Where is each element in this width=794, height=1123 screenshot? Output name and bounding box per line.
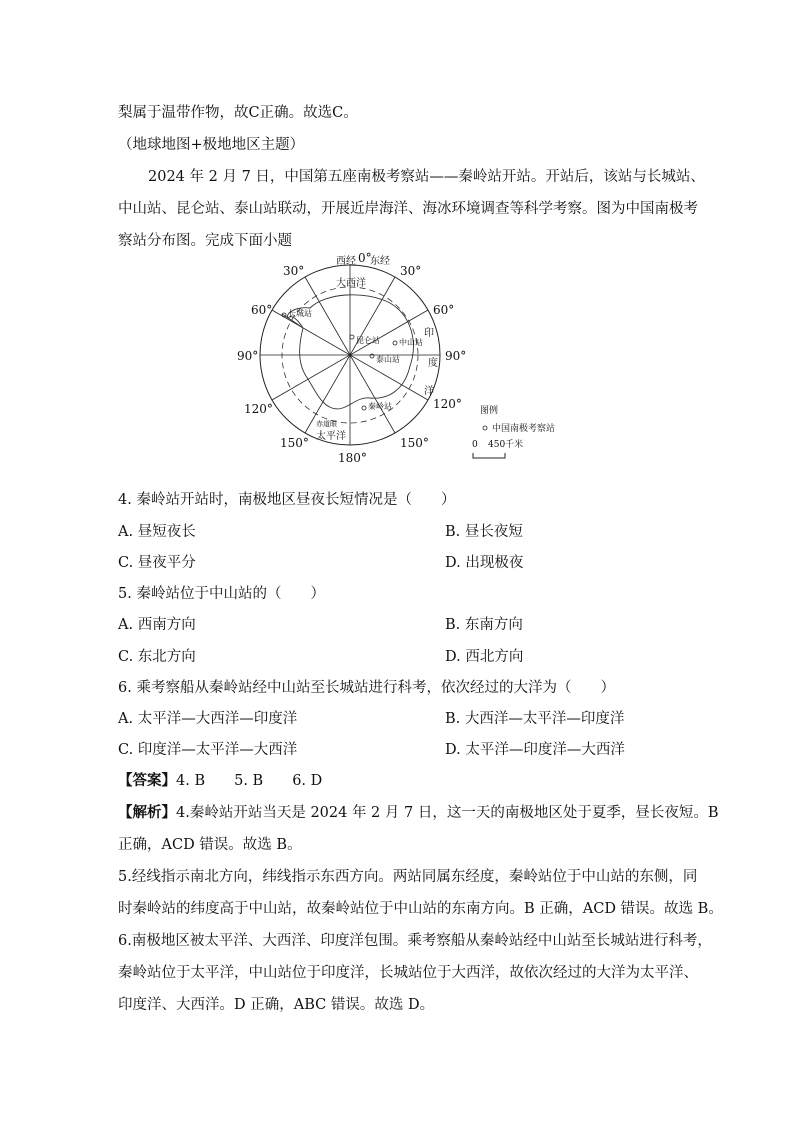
changcheng-station-label: 长城站 — [288, 309, 312, 318]
lon-180-label: 180° — [338, 451, 367, 465]
scale-zero-label: 0 — [472, 440, 478, 450]
question-6-option-a: A. 太平洋—大西洋—印度洋 — [118, 711, 298, 727]
text-line: 2024 年 2 月 7 日，中国第五座南极考察站——秦岭站开站。开站后，该站与长城站、 — [148, 169, 705, 185]
legend-title: 图例 — [480, 406, 499, 416]
taishan-station-label: 泰山站 — [376, 355, 400, 364]
lon-90w-label: 90° — [237, 349, 259, 363]
pacific-ocean-label: 太平洋 — [316, 431, 346, 442]
legend-station-symbol — [483, 426, 487, 430]
lon-120e-label: 120° — [433, 397, 462, 411]
question-4-option-d: D. 出现极夜 — [445, 555, 524, 571]
analysis-label: 【解析】 — [118, 804, 176, 821]
answer-line — [118, 769, 322, 790]
analysis-text: 印度洋、大西洋。D 正确，ABC 错误。故选 D。 — [118, 997, 435, 1013]
text-line: 察站分布图。完成下面小题 — [118, 233, 292, 249]
text-line: 中山站、昆仑站、泰山站联动，开展近岸海洋、海冰环境调查等科学考察。图为中国南极考 — [118, 201, 698, 217]
scale-value-label: 450千米 — [488, 440, 524, 450]
answer-label: 【答案】 — [118, 772, 176, 789]
lon-0-label: 0° — [358, 251, 372, 265]
antarctic-station-map — [237, 248, 570, 468]
analysis-line — [118, 801, 719, 822]
east-longitude-label: 东经 — [370, 256, 390, 267]
station-marker — [362, 406, 366, 410]
question-6-option-d: D. 太平洋—印度洋—大西洋 — [445, 742, 625, 758]
question-5-option-c: C. 东北方向 — [118, 649, 196, 665]
answer-text: 4. B 5. B 6. D — [176, 773, 323, 789]
analysis-text: 正确，ACD 错误。故选 B。 — [118, 837, 302, 853]
kunlun-station-label: 昆仑站 — [356, 336, 380, 345]
question-5-option-d: D. 西北方向 — [445, 649, 524, 665]
lon-150e-label: 150° — [400, 436, 429, 450]
legend-station-label: 中国南极考察站 — [492, 424, 556, 434]
lon-150w-label: 150° — [280, 436, 309, 450]
question-6-option-c: C. 印度洋—太平洋—大西洋 — [118, 742, 298, 758]
indian-ocean-label: 度 — [428, 358, 438, 369]
lon-60w-label: 60° — [251, 303, 273, 317]
question-4-option-a: A. 昼短夜长 — [118, 524, 196, 540]
question-6-stem: 6. 乘考察船从秦岭站经中山站至长城站进行科考，依次经过的大洋为（ ） — [118, 680, 615, 696]
lon-30w-label: 30° — [283, 264, 305, 278]
indian-ocean-label: 洋 — [424, 386, 434, 397]
topic-heading: （地球地图+极地地区主题） — [118, 137, 305, 153]
question-4-option-c: C. 昼夜平分 — [118, 555, 196, 571]
analysis-text: 时秦岭站的纬度高于中山站，故秦岭站位于中山站的东南方向。B 正确，ACD 错误。故选 B。 — [118, 901, 723, 917]
analysis-text: 秦岭站位于太平洋，中山站位于印度洋，长城站位于大西洋，故依次经过的大洋为太平洋、 — [118, 965, 698, 981]
lon-30e-label: 30° — [400, 264, 422, 278]
analysis-text: 6.南极地区被太平洋、大西洋、印度洋包围。乘考察船从秦岭站经中山站至长城站进行科考， — [118, 933, 712, 949]
analysis-text: 4.秦岭站开站当天是 2024 年 2 月 7 日，这一天的南极地区处于夏季，昼长夜短。B — [176, 805, 719, 821]
question-5-stem: 5. 秦岭站位于中山站的（ ） — [118, 586, 325, 602]
qinling-station-label: 秦岭站 — [368, 402, 392, 411]
indian-ocean-label: 印 — [424, 328, 434, 339]
question-5-option-b: B. 东南方向 — [445, 617, 523, 633]
analysis-text: 5.经线指示南北方向，纬线指示东西方向。两站同属东经度，秦岭站位于中山站的东侧，同 — [118, 869, 698, 885]
lon-120w-label: 120° — [244, 402, 273, 416]
scale-bar — [473, 453, 505, 458]
west-longitude-label: 西经 — [336, 256, 356, 267]
zhongshan-station-label: 中山站 — [399, 338, 423, 347]
station-marker — [350, 335, 354, 339]
question-5-option-a: A. 西南方向 — [118, 617, 196, 633]
atlantic-ocean-label: 大西洋 — [336, 278, 366, 289]
question-4-stem: 4. 秦岭站开站时，南极地区昼夜长短情况是（ ） — [118, 492, 456, 508]
lon-60e-label: 60° — [433, 303, 455, 317]
station-marker — [393, 341, 397, 345]
text-line: 梨属于温带作物，故C正确。故选C。 — [118, 105, 358, 121]
question-6-option-b: B. 大西洋—太平洋—印度洋 — [445, 711, 625, 727]
place-label: 赤道眼 — [316, 420, 337, 428]
lon-90e-label: 90° — [445, 349, 467, 363]
question-4-option-b: B. 昼长夜短 — [445, 524, 523, 540]
